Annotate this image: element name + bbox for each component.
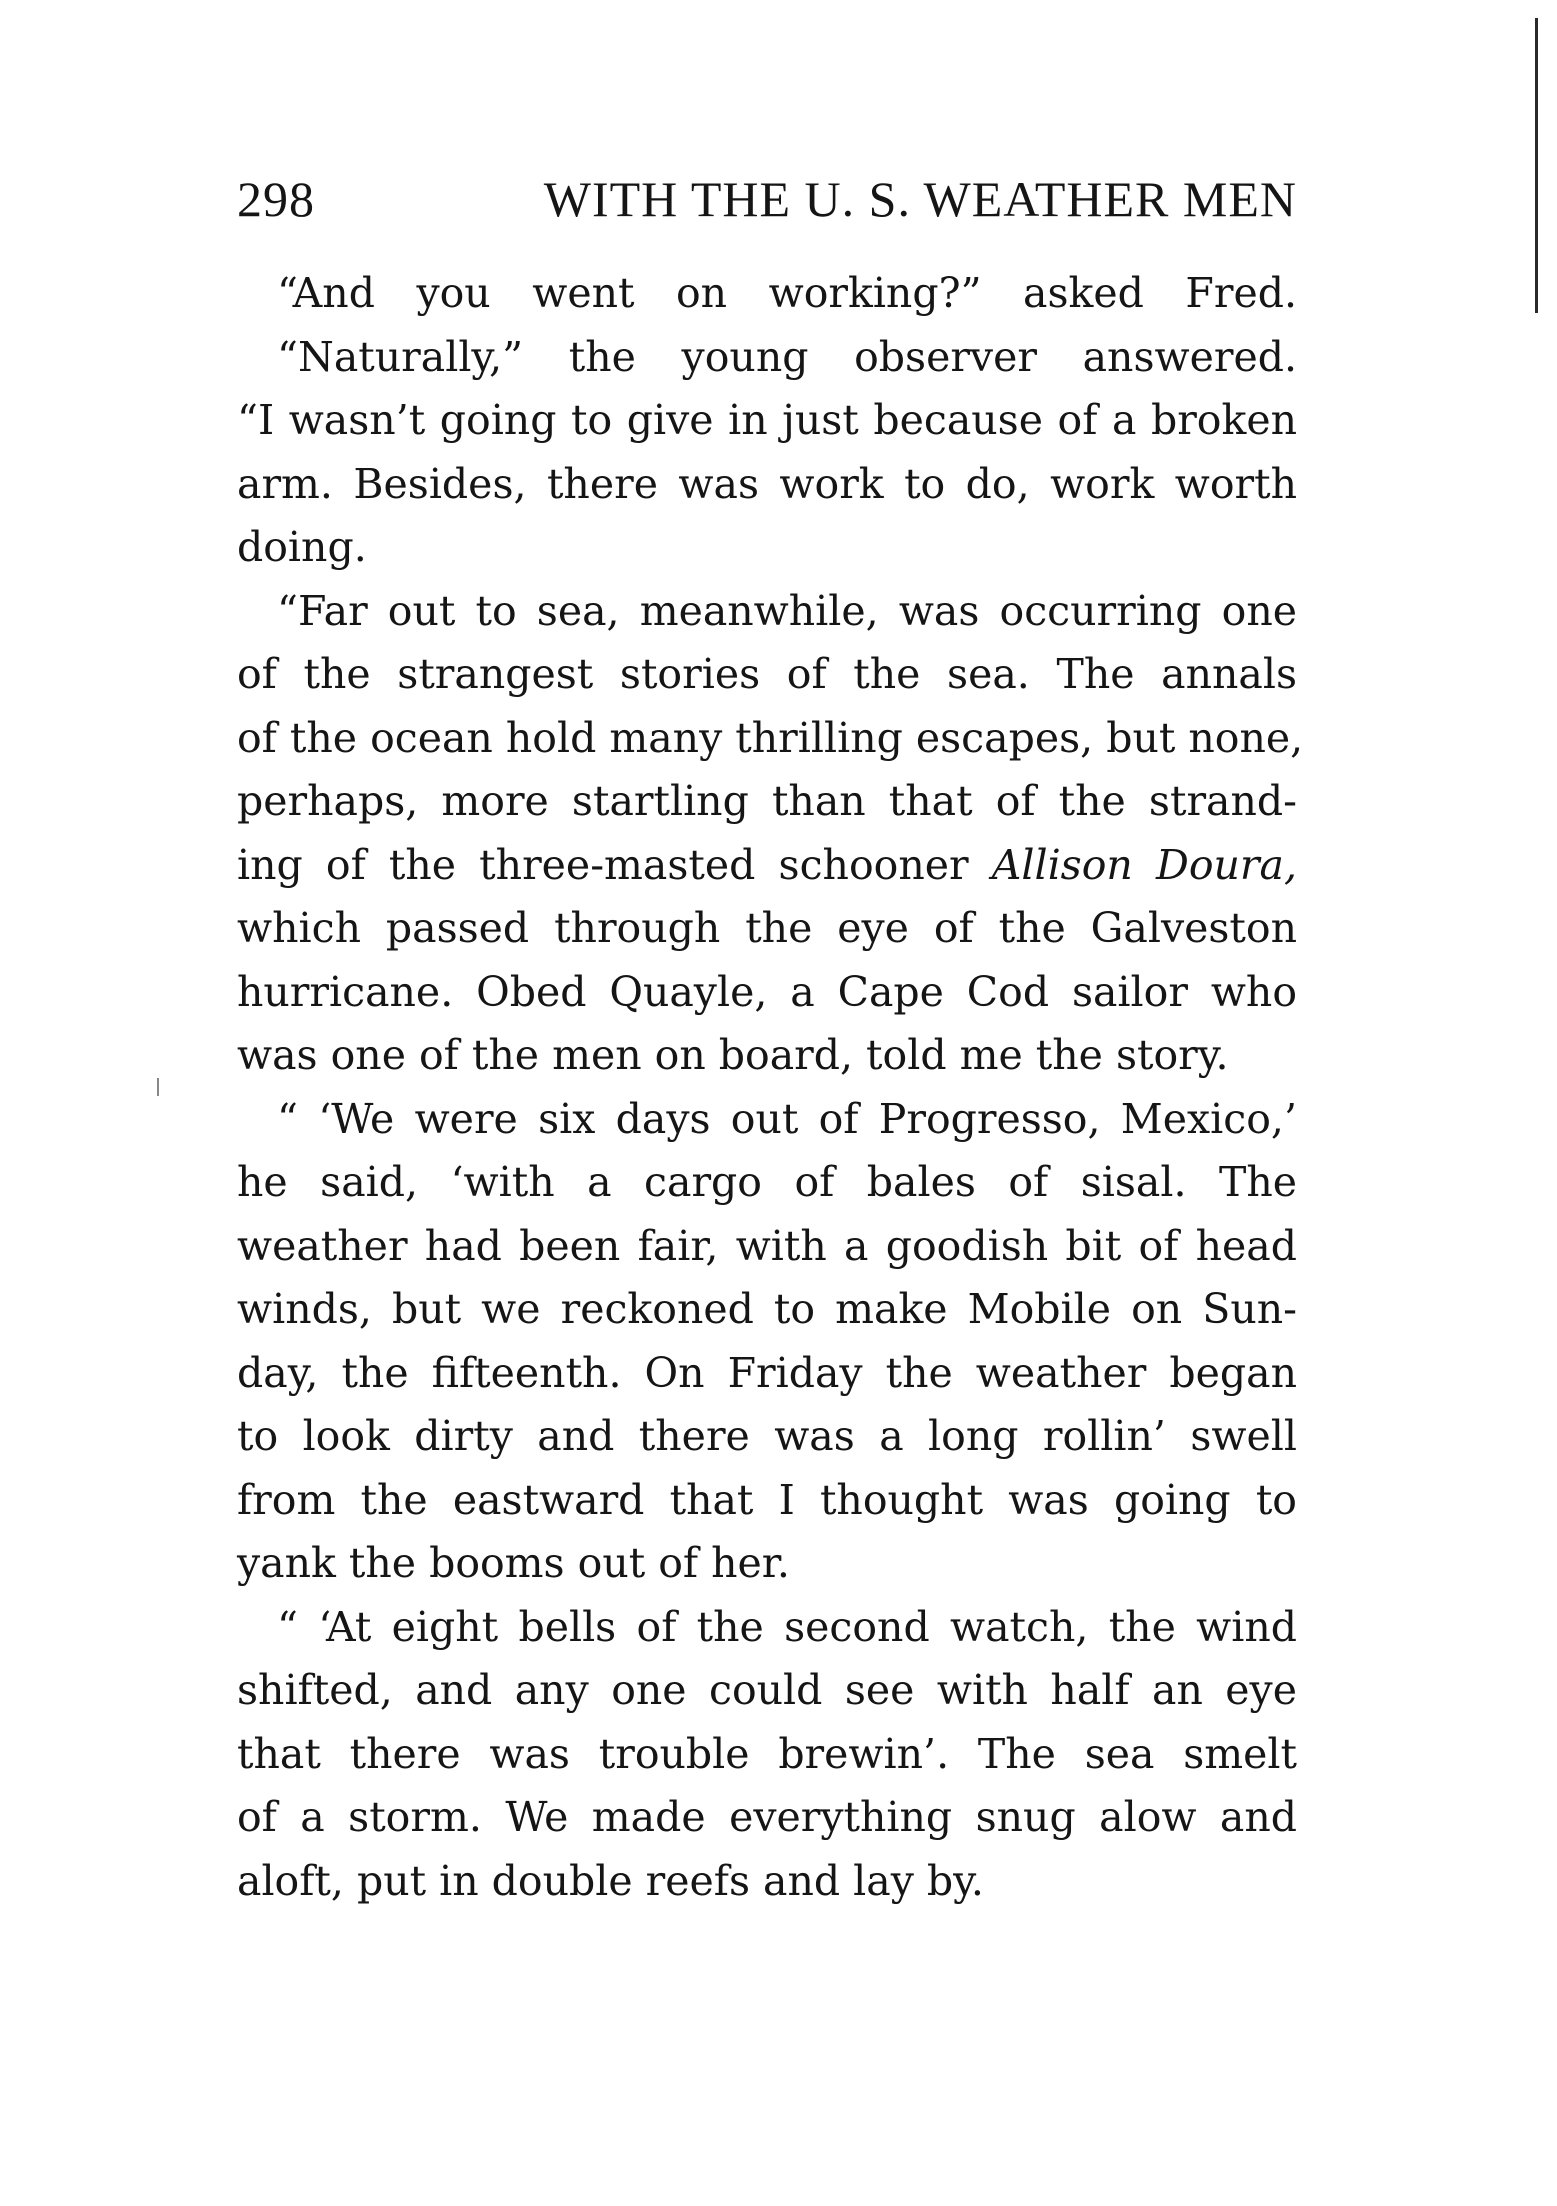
- text-line: “ ‘We were six days out of Progresso, Mexico,’: [277, 1094, 1297, 1143]
- page-number: 298: [237, 171, 315, 227]
- text-line: yank the booms out of her.: [237, 1539, 790, 1587]
- text-line: “Naturally,” the young observer answered.: [277, 332, 1297, 381]
- text-line: of the ocean hold many thrilling escapes, but none,: [237, 713, 1304, 762]
- text-line: winds, but we reckoned to make Mobile on Sun-: [237, 1285, 1297, 1333]
- binding-edge-line: [1535, 18, 1538, 313]
- text-line: he said, ‘with a cargo of bales of sisal. The: [237, 1158, 1297, 1206]
- text-line: doing.: [237, 523, 367, 571]
- text-line-with-ship-name: [237, 834, 1297, 898]
- text-line: perhaps, more startling than that of the strand-: [237, 777, 1297, 825]
- text-line: was one of the men on board, told me the story.: [237, 1031, 1229, 1079]
- text-line: arm. Besides, there was work to do, work worth: [237, 459, 1297, 508]
- text-line: shifted, and any one could see with half an eye: [237, 1666, 1297, 1714]
- text-line: “Far out to sea, meanwhile, was occurring one: [277, 586, 1297, 635]
- text-line: “ ‘At eight bells of the second watch, the wind: [277, 1602, 1297, 1651]
- text-line: day, the fifteenth. On Friday the weather began: [237, 1348, 1297, 1397]
- text-line: weather had been fair, with a goodish bit of head: [237, 1221, 1297, 1270]
- text-line: “And you went on working?” asked Fred.: [277, 269, 1297, 317]
- text-line: of a storm. We made everything snug alow and: [237, 1793, 1297, 1841]
- text-segment: ing of the three-masted schooner: [237, 840, 969, 889]
- text-line: of the strangest stories of the sea. The annals: [237, 650, 1297, 698]
- running-header: [237, 170, 1297, 240]
- text-line: “I wasn’t going to give in just because of a broken: [237, 396, 1297, 444]
- ship-name: Allison Doura,: [991, 840, 1297, 889]
- text-line: hurricane. Obed Quayle, a Cape Cod sailor who: [237, 967, 1297, 1016]
- running-title: WITH THE U. S. WEATHER MEN: [543, 171, 1297, 227]
- text-line: which passed through the eye of the Galveston: [237, 904, 1297, 952]
- text-line: to look dirty and there was a long rollin’ swell: [237, 1412, 1297, 1460]
- text-line: that there was trouble brewin’. The sea smelt: [237, 1729, 1297, 1778]
- text-line: from the eastward that I thought was going to: [237, 1475, 1297, 1524]
- text-line: aloft, put in double reefs and lay by.: [237, 1856, 984, 1905]
- body-text: [237, 262, 1304, 1913]
- stray-mark: [157, 1078, 159, 1096]
